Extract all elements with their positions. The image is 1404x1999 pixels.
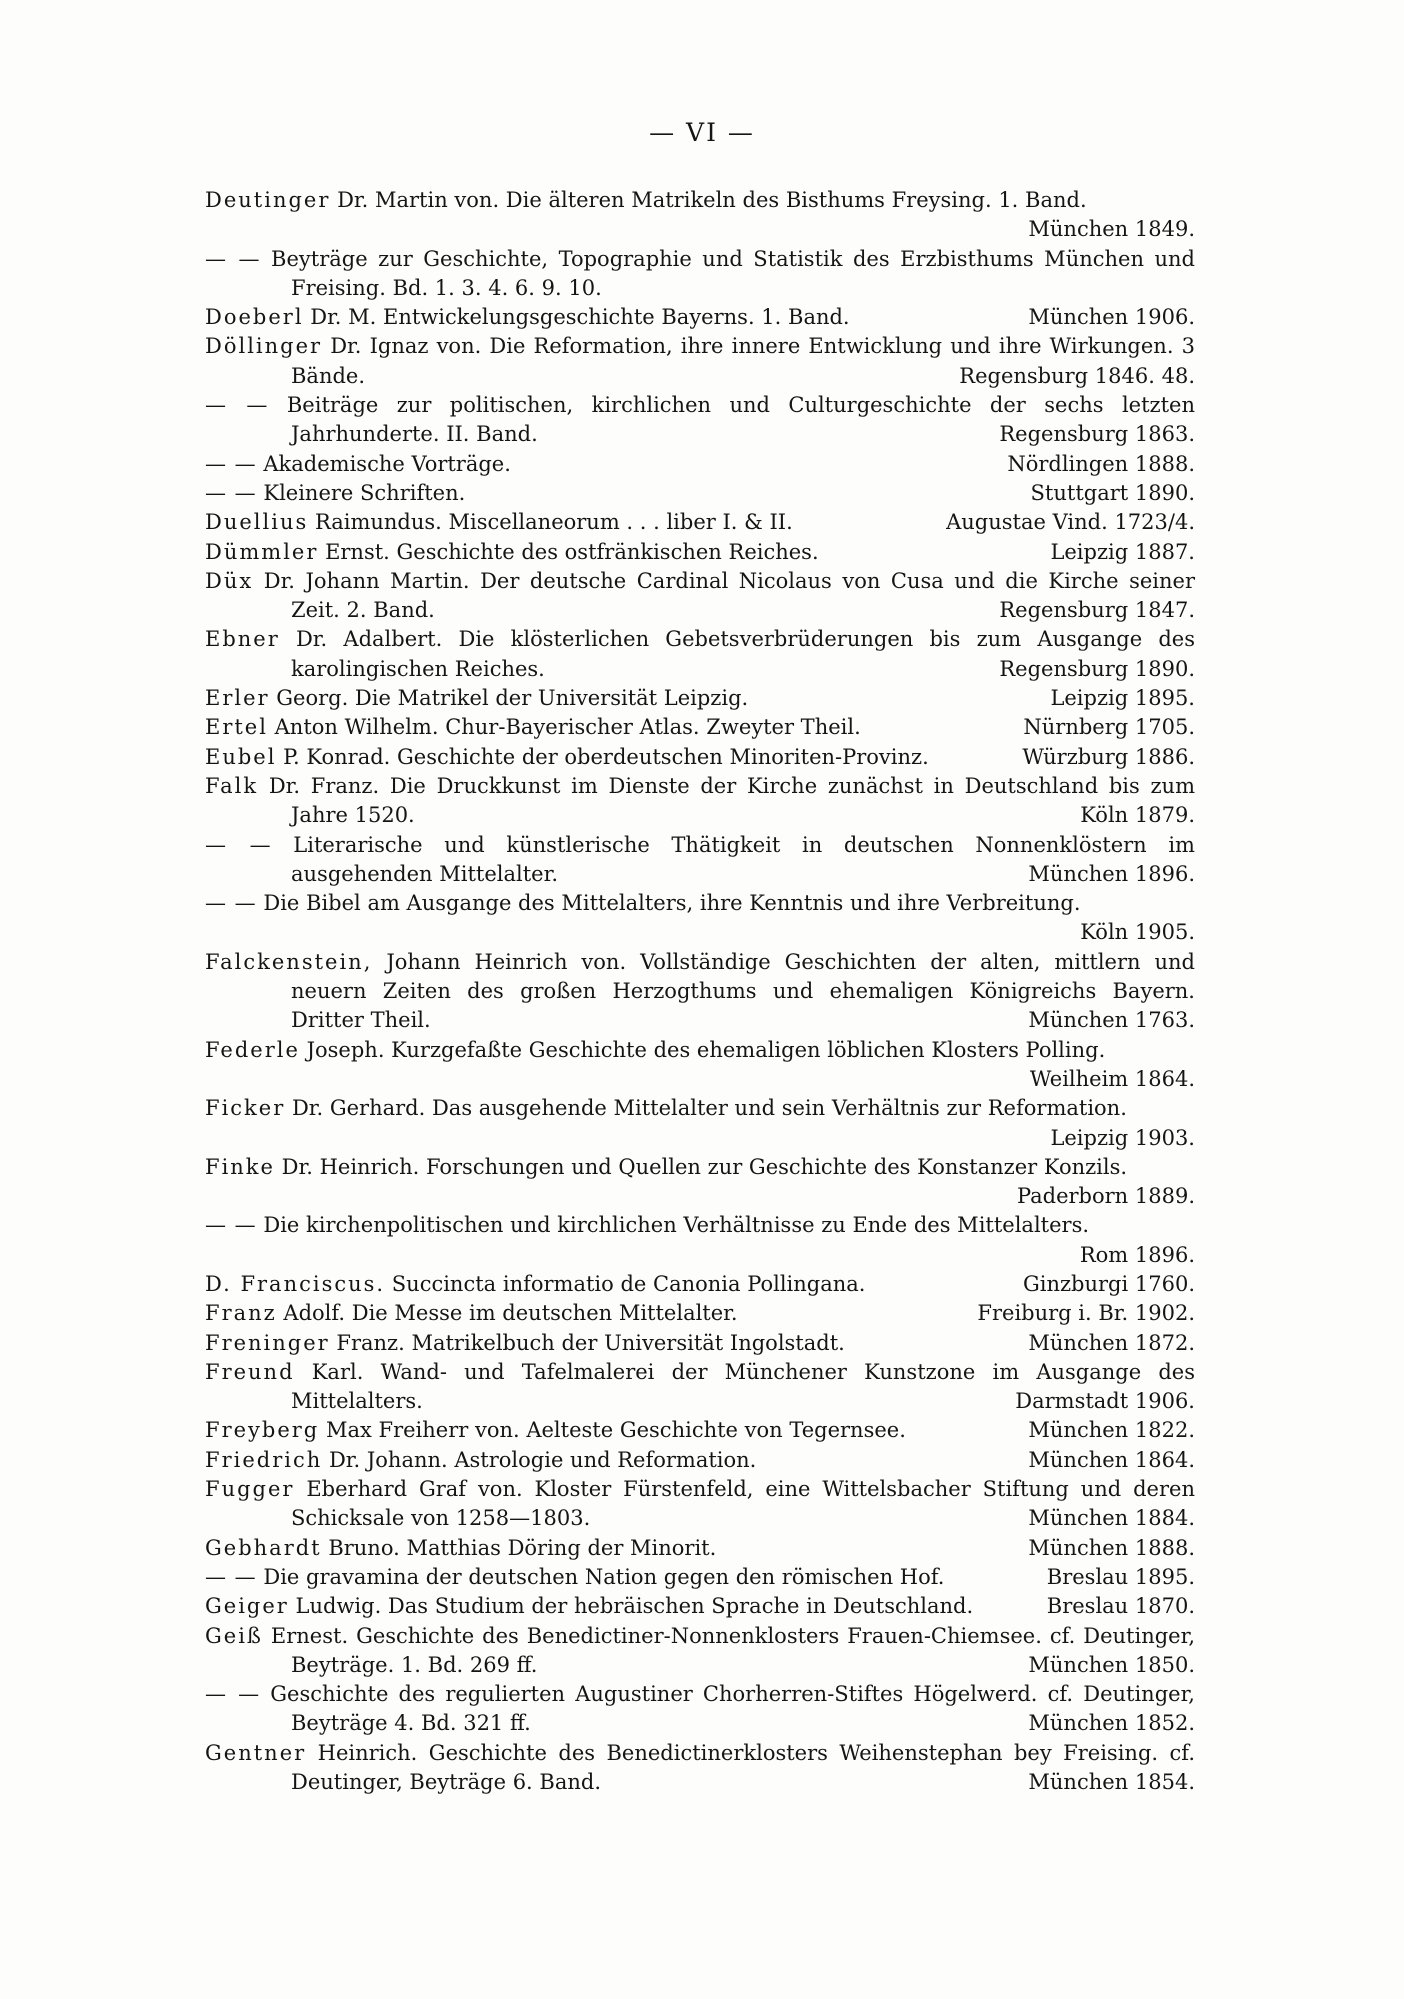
entry-place-year: Nördlingen 1888. xyxy=(1007,451,1195,476)
bibliography-entry xyxy=(205,332,1195,391)
entry-title: Ludwig. Das Studium der hebräischen Sprache in Deutschland. xyxy=(295,1594,974,1619)
entry-author: Falk xyxy=(205,773,259,798)
entry-author: — — xyxy=(205,1682,261,1707)
entry-title: Karl. Wand- und Tafelmalerei der Münchener Kunstzone im Ausgange des Mittelalters. xyxy=(291,1359,1195,1414)
entry-place-year: München 1849. xyxy=(1028,217,1195,242)
entry-title: Joseph. Kurzgefaßte Geschichte des ehemaligen löblichen Klosters Polling. xyxy=(306,1037,1106,1062)
entry-place-year: Köln 1905. xyxy=(1080,920,1195,945)
entry-author: — — xyxy=(205,246,261,271)
bibliography-entry xyxy=(205,245,1195,304)
entry-place-year: Weilheim 1864. xyxy=(1029,1066,1195,1091)
entry-author: Geiß xyxy=(205,1623,263,1648)
entry-title: Kleinere Schriften. xyxy=(263,480,466,505)
entry-place-year: München 1763. xyxy=(1028,1008,1195,1033)
entry-author: Düx xyxy=(205,568,254,593)
entry-title: Literarische und künstlerische Thätigkeit in deutschen Nonnenklöstern im ausgehenden Mittelalter. xyxy=(291,832,1195,886)
bibliography-entry xyxy=(205,713,1195,742)
entry-place-year: Leipzig 1903. xyxy=(1050,1125,1195,1150)
entry-author: Falckenstein, xyxy=(205,949,373,974)
entry-title: Die Bibel am Ausgange des Mittelalters, ihre Kenntnis und ihre Verbreitung. xyxy=(263,891,1081,916)
entry-title: Dr. Franz. Die Druckkunst im Dienste der Kirche zunächst in Deutschland bis zum Jahre 1520. xyxy=(268,773,1195,828)
entry-place-year: Regensburg 1846. 48. xyxy=(959,363,1195,388)
bibliography-entry xyxy=(205,948,1195,1036)
entry-place-year: München 1854. xyxy=(1028,1770,1195,1795)
entry-place-year: München 1864. xyxy=(1028,1447,1195,1472)
entry-author: — — xyxy=(205,480,257,505)
bibliography-entry xyxy=(205,1622,1195,1681)
entry-title: Dr. Ignaz von. Die Reformation, ihre innere Entwicklung und ihre Wirkungen. 3 Bände. xyxy=(291,334,1195,388)
bibliography-entry xyxy=(205,538,1195,567)
entry-title: Raimundus. Miscellaneorum . . . liber I. & II. xyxy=(314,510,793,535)
bibliography-entry xyxy=(205,1563,1195,1592)
entry-author: Federle xyxy=(205,1037,300,1062)
entry-author: Eubel xyxy=(205,744,277,769)
bibliography-entry xyxy=(205,508,1195,537)
entry-title: Beiträge zur politischen, kirchlichen und Culturgeschichte der sechs letzten Jahrhunderte. II. Band. xyxy=(286,393,1195,447)
entry-place-year: Nürnberg 1705. xyxy=(1023,715,1195,740)
bibliography-entry xyxy=(205,684,1195,713)
entry-author: — — xyxy=(205,832,272,857)
bibliography-entry xyxy=(205,1299,1195,1328)
entry-place-year: Regensburg 1847. xyxy=(999,598,1195,623)
bibliography-entry xyxy=(205,303,1195,332)
entry-title: Succincta informatio de Canonia Pollingana. xyxy=(391,1271,866,1296)
entry-title: Ernst. Geschichte des ostfränkischen Reiches. xyxy=(325,539,819,564)
entry-author: Geiger xyxy=(205,1594,289,1619)
entry-place-year: München 1884. xyxy=(1028,1506,1195,1531)
entry-author: — — xyxy=(205,451,257,476)
entry-title: Die gravamina der deutschen Nation gegen den römischen Hof. xyxy=(263,1564,945,1589)
entry-author: Ebner xyxy=(205,627,280,652)
entry-author: Erler xyxy=(205,686,270,711)
entry-author: Döllinger xyxy=(205,334,323,359)
entry-place-year: Paderborn 1889. xyxy=(1016,1184,1195,1209)
entry-place-year: München 1888. xyxy=(1028,1535,1195,1560)
entry-title: P. Konrad. Geschichte der oberdeutschen Minoriten-Provinz. xyxy=(283,744,929,769)
entry-author: — — xyxy=(205,1564,257,1589)
entry-title: Georg. Die Matrikel der Universität Leipzig. xyxy=(276,686,749,711)
entry-place-year: Leipzig 1895. xyxy=(1050,686,1195,711)
bibliography-entry xyxy=(205,1270,1195,1299)
bibliography-entry xyxy=(205,1211,1195,1270)
bibliography-entry xyxy=(205,1094,1195,1153)
entry-place-year: Regensburg 1890. xyxy=(999,656,1195,681)
entry-place-year: München 1906. xyxy=(1028,305,1195,330)
entry-place-year: Regensburg 1863. xyxy=(999,422,1195,447)
bibliography-entry xyxy=(205,1358,1195,1417)
entry-author: — — xyxy=(205,891,257,916)
bibliography-entry xyxy=(205,567,1195,626)
bibliography-entry xyxy=(205,1592,1195,1621)
entry-place-year: Augustae Vind. 1723/4. xyxy=(946,510,1195,535)
entry-author: Ficker xyxy=(205,1096,286,1121)
entry-author: Gebhardt xyxy=(205,1535,322,1560)
entry-author: Finke xyxy=(205,1154,275,1179)
bibliography-entry xyxy=(205,625,1195,684)
entry-title: Dr. Adalbert. Die klösterlichen Gebetsverbrüderungen bis zum Ausgange des karolingischen Reiches. xyxy=(291,627,1195,681)
bibliography-entry xyxy=(205,831,1195,890)
bibliography-entry xyxy=(205,186,1195,245)
entry-author: Fugger xyxy=(205,1477,295,1502)
bibliography-entry xyxy=(205,479,1195,508)
entry-title: Dr. Johann Martin. Der deutsche Cardinal Nicolaus von Cusa und die Kirche seiner Zeit. 2. Band. xyxy=(263,568,1195,623)
entry-title: Eberhard Graf von. Kloster Fürstenfeld, eine Wittelsbacher Stiftung und deren Schicksale von 1258—1803. xyxy=(291,1477,1195,1531)
entry-place-year: Ginzburgi 1760. xyxy=(1022,1271,1195,1296)
entry-place-year: Leipzig 1887. xyxy=(1050,539,1195,564)
bibliography-entry xyxy=(205,889,1195,948)
bibliography-entry xyxy=(205,1475,1195,1534)
entry-author: Franz xyxy=(205,1301,277,1326)
bibliography-entry xyxy=(205,772,1195,831)
entry-author: Doeberl xyxy=(205,305,304,330)
entry-title: Dr. Gerhard. Das ausgehende Mittelalter und sein Verhältnis zur Reformation. xyxy=(291,1096,1127,1121)
entry-author: Gentner xyxy=(205,1740,307,1765)
bibliography-entry xyxy=(205,1036,1195,1095)
entry-author: Dümmler xyxy=(205,539,319,564)
bibliography-entry xyxy=(205,743,1195,772)
entry-title: Johann Heinrich von. Vollständige Geschichten der alten, mittlern und neuern Zeiten des großen Herzogthums und ehemaligen Königreichs Bayern. Dritter Theil. xyxy=(291,949,1195,1033)
entry-place-year: Stuttgart 1890. xyxy=(1030,480,1195,505)
bibliography-entry xyxy=(205,1416,1195,1445)
bibliography-entry xyxy=(205,1446,1195,1475)
entry-author: Freund xyxy=(205,1359,295,1384)
entry-place-year: München 1822. xyxy=(1028,1418,1195,1443)
entry-author: — — xyxy=(205,1213,257,1238)
entry-author: Friedrich xyxy=(205,1447,323,1472)
entry-title: Akademische Vorträge. xyxy=(263,451,511,476)
entry-place-year: Breslau 1870. xyxy=(1046,1594,1195,1619)
entry-title: Heinrich. Geschichte des Benedictinerklosters Weihenstephan bey Freising. cf. Deutinger, Beyträge 6. Band. xyxy=(291,1740,1195,1795)
entry-author: Freyberg xyxy=(205,1418,320,1443)
entry-place-year: Würzburg 1886. xyxy=(1022,744,1195,769)
bibliography-entry xyxy=(205,1153,1195,1212)
entry-place-year: Rom 1896. xyxy=(1079,1242,1195,1267)
entry-title: Dr. Heinrich. Forschungen und Quellen zur Geschichte des Konstanzer Konzils. xyxy=(281,1154,1128,1179)
entry-title: Bruno. Matthias Döring der Minorit. xyxy=(328,1535,717,1560)
entry-author: Ertel xyxy=(205,715,268,740)
entry-place-year: Darmstadt 1906. xyxy=(1015,1389,1195,1414)
entry-title: Ernest. Geschichte des Benedictiner-Nonnenklosters Frauen-Chiemsee. cf. Deutinger, Beyträge. 1. Bd. 269 ff. xyxy=(270,1623,1195,1677)
entry-place-year: München 1850. xyxy=(1028,1652,1195,1677)
entry-place-year: Breslau 1895. xyxy=(1046,1564,1195,1589)
entry-place-year: München 1852. xyxy=(1028,1711,1195,1736)
entry-title: Dr. Johann. Astrologie und Reformation. xyxy=(328,1447,757,1472)
entry-title: Beyträge zur Geschichte, Topographie und Statistik des Erzbisthums München und Freising. Bd. 1. 3. 4. 6. 9. 10. xyxy=(271,246,1195,300)
bibliography-entry xyxy=(205,1534,1195,1563)
entry-title: Franz. Matrikelbuch der Universität Ingolstadt. xyxy=(336,1330,845,1355)
bibliography-entry xyxy=(205,1680,1195,1739)
page-number: — VI — xyxy=(649,118,755,147)
entry-author: D. Franciscus. xyxy=(205,1271,386,1296)
entry-place-year: Freiburg i. Br. 1902. xyxy=(977,1301,1195,1326)
bibliography-list xyxy=(205,186,1195,1797)
entry-author: — — xyxy=(205,393,269,418)
entry-author: Duellius xyxy=(205,510,309,535)
entry-author: Freninger xyxy=(205,1330,330,1355)
entry-title: Geschichte des regulierten Augustiner Chorherren-Stiftes Högelwerd. cf. Deutinger, Beyträge 4. Bd. 321 ff. xyxy=(270,1682,1195,1736)
entry-title: Anton Wilhelm. Chur-Bayerischer Atlas. Zweyter Theil. xyxy=(274,715,861,740)
entry-title: Max Freiherr von. Aelteste Geschichte von Tegernsee. xyxy=(325,1418,906,1443)
bibliography-entry xyxy=(205,1329,1195,1358)
entry-place-year: München 1896. xyxy=(1028,861,1195,886)
bibliography-entry xyxy=(205,450,1195,479)
entry-place-year: München 1872. xyxy=(1028,1330,1195,1355)
bibliography-entry xyxy=(205,1739,1195,1798)
entry-title: Dr. M. Entwickelungsgeschichte Bayerns. 1. Band. xyxy=(310,305,850,330)
entry-title: Adolf. Die Messe im deutschen Mittelalter. xyxy=(283,1301,738,1326)
entry-title: Die kirchenpolitischen und kirchlichen Verhältnisse zu Ende des Mittelalters. xyxy=(263,1213,1090,1238)
entry-title: Dr. Martin von. Die älteren Matrikeln des Bisthums Freysing. 1. Band. xyxy=(337,188,1087,212)
bibliography-entry xyxy=(205,391,1195,450)
entry-place-year: Köln 1879. xyxy=(1080,803,1195,828)
entry-author: Deutinger xyxy=(205,188,331,212)
